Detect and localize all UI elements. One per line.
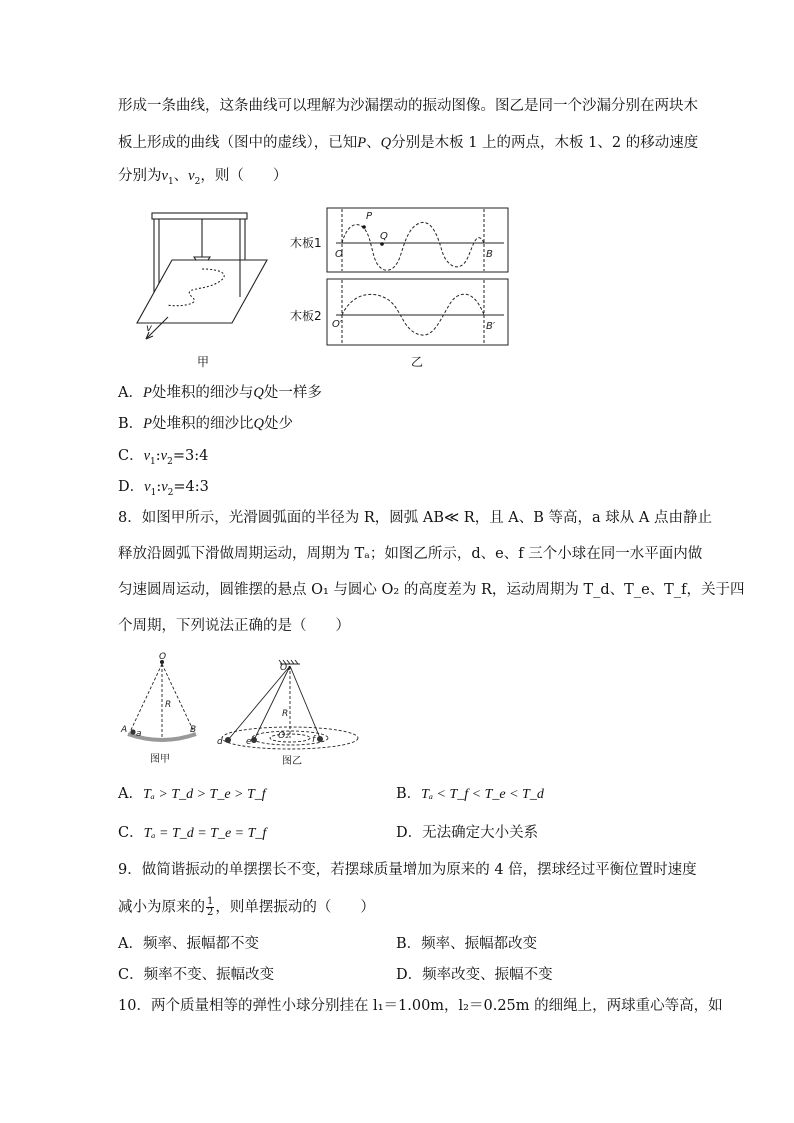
option-formula: Tₐ < T_f < T_e < T_d bbox=[421, 787, 544, 802]
label-p: P bbox=[366, 211, 373, 222]
label-o: O bbox=[335, 249, 343, 260]
q8-option-d[interactable] bbox=[396, 823, 538, 843]
q9-stem-text: 减小为原来的 bbox=[118, 899, 205, 916]
option-label: D． bbox=[118, 479, 145, 495]
option-label: D． bbox=[396, 825, 423, 841]
frame-top-beam bbox=[152, 213, 247, 219]
q7-option-d[interactable]: D．$v_1:v_2=4:3$ bbox=[118, 479, 209, 498]
option-text: 处少 bbox=[264, 416, 293, 432]
point-q: Q bbox=[253, 385, 264, 401]
option-label: A． bbox=[118, 385, 143, 401]
point-p: P bbox=[142, 385, 152, 401]
var-v: v bbox=[188, 168, 195, 184]
label-o2: O₂ bbox=[278, 731, 289, 741]
ball-f bbox=[317, 736, 323, 742]
option-text: 处堆积的细沙与 bbox=[151, 385, 254, 401]
subscript: 1 bbox=[167, 176, 174, 187]
option-text: 处堆积的细沙比 bbox=[152, 416, 254, 432]
point-q: Q bbox=[253, 416, 264, 432]
board1-label: 木板1 bbox=[290, 236, 322, 250]
q7-stem-line1: 形成一条曲线，这条曲线可以理解为沙漏摆动的振动图像。图乙是同一个沙漏分别在两块木 bbox=[118, 98, 698, 114]
var-v: v bbox=[161, 168, 168, 184]
q7-stem-line3 bbox=[118, 166, 287, 192]
var-v: v bbox=[144, 479, 151, 495]
board1-frame bbox=[327, 208, 508, 272]
fig-8a-caption: 图甲 bbox=[150, 754, 170, 765]
q8-option-c[interactable] bbox=[118, 823, 266, 844]
separator: 、 bbox=[173, 168, 189, 184]
point-p-marker bbox=[362, 225, 366, 229]
board1-wave bbox=[342, 222, 484, 270]
subscript: 1 bbox=[150, 456, 156, 467]
q7-stem-text: 分别是木板 1 上的两点，木板 1、2 的移动速度 bbox=[391, 135, 699, 151]
q7-stem-line2 bbox=[118, 133, 698, 153]
q8-stem-line4: 个周期，下列说法正确的是（ ） bbox=[118, 618, 350, 634]
subscript: 2 bbox=[167, 456, 173, 467]
subscript: 2 bbox=[194, 176, 201, 187]
label-a-ball: a bbox=[136, 729, 142, 739]
label-r: R bbox=[165, 700, 172, 710]
q7-stem-text: 板上形成的曲线（图中的虚线），已知 bbox=[118, 135, 358, 151]
fig-8b-caption: 图乙 bbox=[282, 756, 302, 767]
option-label: C． bbox=[118, 825, 144, 841]
label-r: R bbox=[282, 709, 289, 719]
label-d: d bbox=[217, 737, 223, 747]
label-e: e bbox=[246, 737, 252, 747]
label-o1: O₁ bbox=[280, 663, 291, 673]
sand-pendulum-figure bbox=[132, 205, 272, 375]
label-b: B bbox=[486, 249, 493, 260]
q8-stem-line3: 匀速圆周运动，圆锥摆的悬点 O₁ 与圆心 O₂ 的高度差为 R，运动周期为 T_d、T_e、T_f，关于四 bbox=[118, 582, 745, 598]
option-text: 处一样多 bbox=[263, 385, 322, 401]
q9-option-b[interactable]: B．频率、振幅都改变 bbox=[396, 936, 538, 952]
label-o-prime: O′ bbox=[332, 319, 343, 330]
point-q: Q bbox=[380, 135, 392, 151]
board2-frame bbox=[327, 279, 508, 345]
label-b: B bbox=[190, 725, 197, 735]
option-formula: Tₐ > T_d > T_e > T_f bbox=[142, 787, 266, 802]
q8-stem-line1: 8．如图甲所示，光滑圆弧面的半径为 R，圆弧 AB≪ R，且 A、B 等高，a 球从 A 点由静止 bbox=[118, 510, 712, 526]
q8-option-a[interactable] bbox=[118, 784, 266, 805]
label-o: O bbox=[159, 652, 167, 662]
fraction-numerator: 1 bbox=[207, 896, 214, 907]
conical-pendulum-figure bbox=[214, 658, 366, 750]
q8-stem-line2: 释放沿圆弧下滑做周期运动，周期为 Tₐ；如图乙所示，d、e、f 三个小球在同一水平面内做 bbox=[118, 546, 703, 562]
option-label: B． bbox=[396, 786, 422, 802]
q7-option-b[interactable] bbox=[118, 414, 293, 434]
option-label: B． bbox=[118, 416, 144, 432]
option-label: A． bbox=[118, 786, 143, 802]
fraction-one-half bbox=[206, 897, 214, 918]
label-q: Q bbox=[380, 231, 388, 242]
q9-option-d[interactable]: D．频率改变、振幅不变 bbox=[396, 967, 553, 983]
q9-stem-text: ，则单摆振动的（ ） bbox=[215, 899, 375, 916]
velocity-label: v bbox=[146, 323, 152, 334]
option-text: =3:4 bbox=[172, 448, 209, 464]
q7-option-a[interactable] bbox=[118, 383, 322, 403]
subscript: 1 bbox=[150, 487, 157, 498]
wave-boards-figure bbox=[326, 207, 510, 347]
ball-d bbox=[225, 737, 231, 743]
q10-stem-line1: 10．两个质量相等的弹性小球分别挂在 l₁＝1.00m，l₂＝0.25m 的细绳上，两球重心等高，如 bbox=[118, 998, 723, 1014]
var-v: v bbox=[161, 479, 168, 495]
point-p: P bbox=[357, 135, 367, 151]
option-formula: Tₐ = T_d = T_e = T_f bbox=[143, 826, 267, 841]
option-label: C． bbox=[118, 448, 144, 464]
q9-stem-line2 bbox=[118, 897, 375, 918]
q7-option-c[interactable]: C．$v_1:v_2=3:4$ bbox=[118, 448, 209, 467]
var-v: v bbox=[143, 448, 151, 464]
option-text: =4:3 bbox=[173, 479, 209, 495]
var-v: v bbox=[160, 448, 168, 464]
subscript: 2 bbox=[167, 487, 174, 498]
ball-a bbox=[130, 729, 135, 734]
label-b-prime: B′ bbox=[486, 321, 496, 332]
fig-yi-caption: 乙 bbox=[411, 355, 424, 369]
q9-option-c[interactable]: C．频率不变、振幅改变 bbox=[118, 967, 275, 983]
ball-e bbox=[251, 737, 257, 743]
fig-jia-caption: 甲 bbox=[197, 355, 210, 369]
q9-option-a[interactable]: A．频率、振幅都不变 bbox=[118, 936, 259, 952]
label-f: f bbox=[312, 735, 316, 745]
q9-stem-line1: 9．做简谐振动的单摆摆长不变，若摆球质量增加为原来的 4 倍，摆球经过平衡位置时速度 bbox=[118, 862, 697, 878]
label-a-point: A bbox=[121, 725, 128, 735]
board2-label: 木板2 bbox=[290, 309, 322, 323]
q8-option-b[interactable] bbox=[396, 784, 544, 805]
q7-stem-text: 分别为 bbox=[118, 168, 162, 184]
option-text: 无法确定大小关系 bbox=[422, 825, 539, 841]
separator: 、 bbox=[366, 135, 381, 151]
point-p: P bbox=[143, 416, 153, 432]
q7-stem-text: ，则（ ） bbox=[200, 168, 288, 184]
arc-pendulum-figure bbox=[118, 652, 210, 748]
point-q-marker bbox=[380, 242, 384, 246]
fraction-denominator: 2 bbox=[207, 907, 214, 918]
